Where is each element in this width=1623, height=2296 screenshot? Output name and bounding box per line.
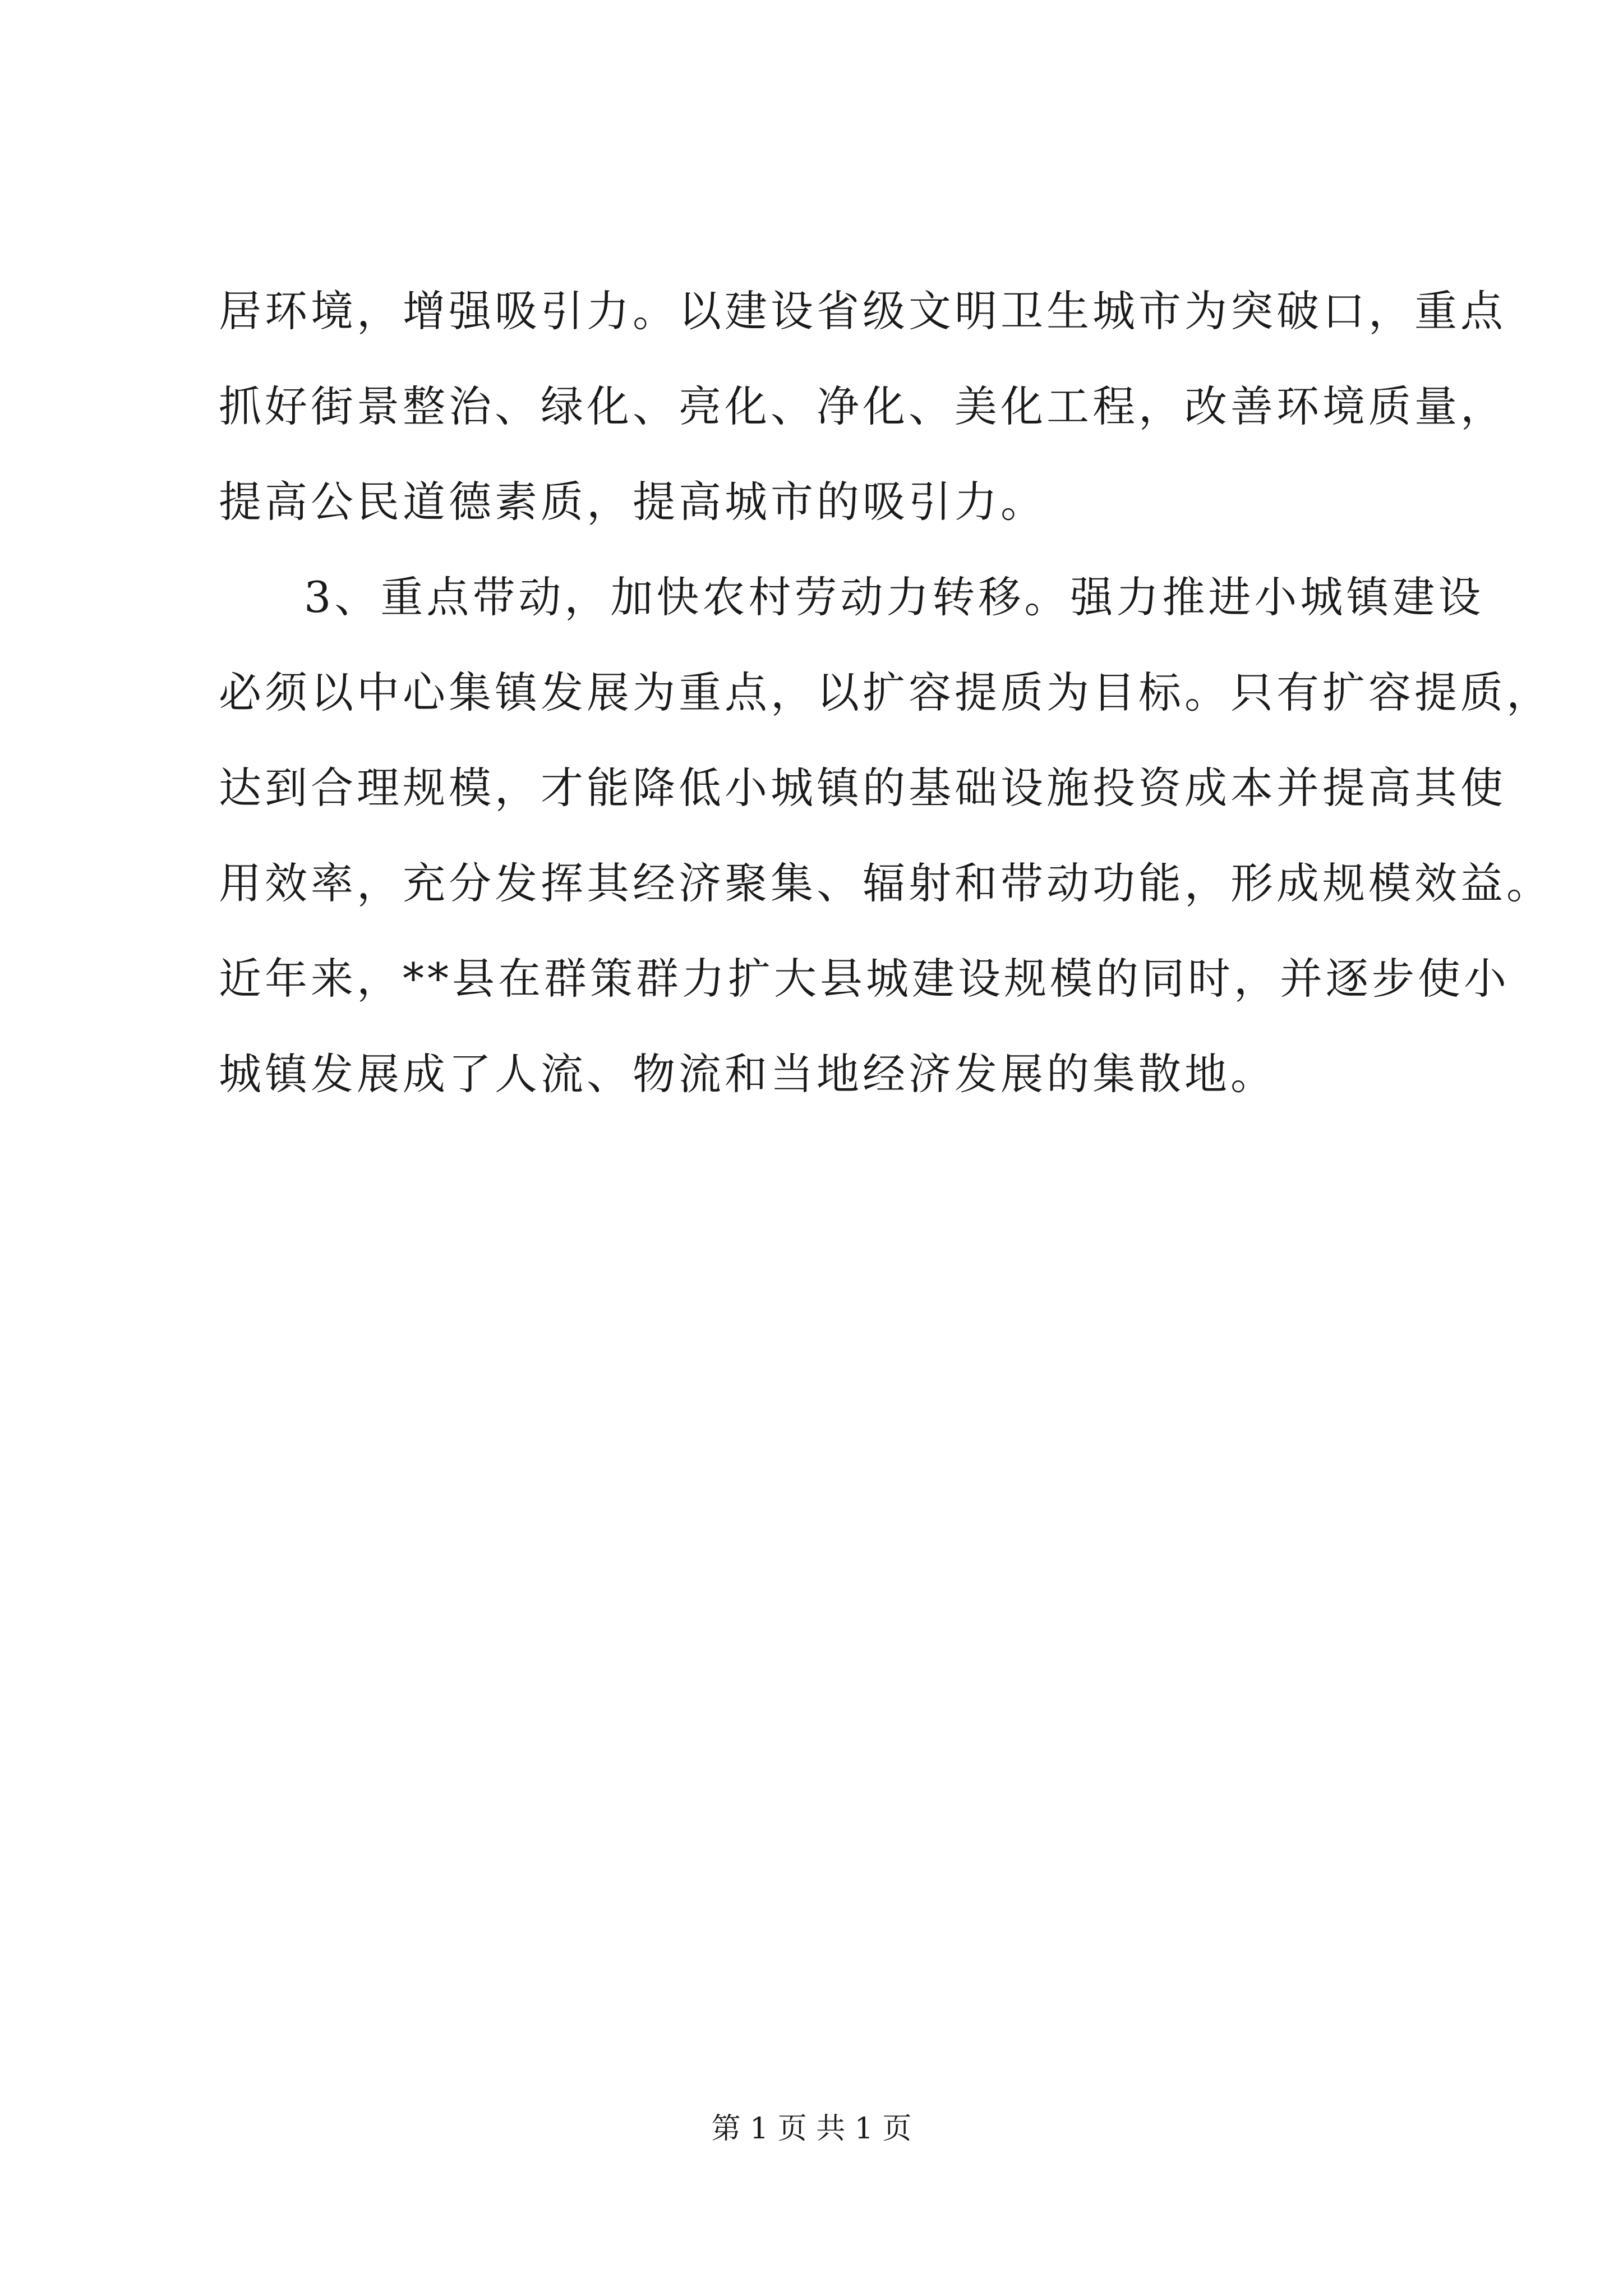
text-line: 提高公民道德素质，提高城市的吸引力。 (219, 477, 1046, 527)
text-line: 居环境，增强吸引力。以建设省级文明卫生城市为突破口，重点 (219, 286, 1506, 336)
text-line: 抓好街景整治、绿化、亮化、净化、美化工程，改善环境质量， (219, 381, 1506, 431)
text-line: 近年来，**县在群策群力扩大县城建设规模的同时，并逐步使小 (219, 954, 1510, 1004)
text-line: 城镇发展成了人流、物流和当地经济发展的集散地。 (219, 1049, 1276, 1099)
text-line: 达到合理规模，才能降低小城镇的基础设施投资成本并提高其使 (219, 763, 1506, 813)
text-line: 3、重点带动，加快农村劳动力转移。强力推进小城镇建设 (304, 572, 1484, 622)
body-text (219, 264, 1552, 1122)
text-line: 必须以中心集镇发展为重点，以扩容提质为目标。只有扩容提质， (219, 668, 1552, 717)
text-line: 用效率，充分发挥其经济聚集、辐射和带动功能，形成规模效益。 (219, 858, 1552, 908)
page-number-footer: 第 1 页 共 1 页 (711, 2112, 912, 2146)
